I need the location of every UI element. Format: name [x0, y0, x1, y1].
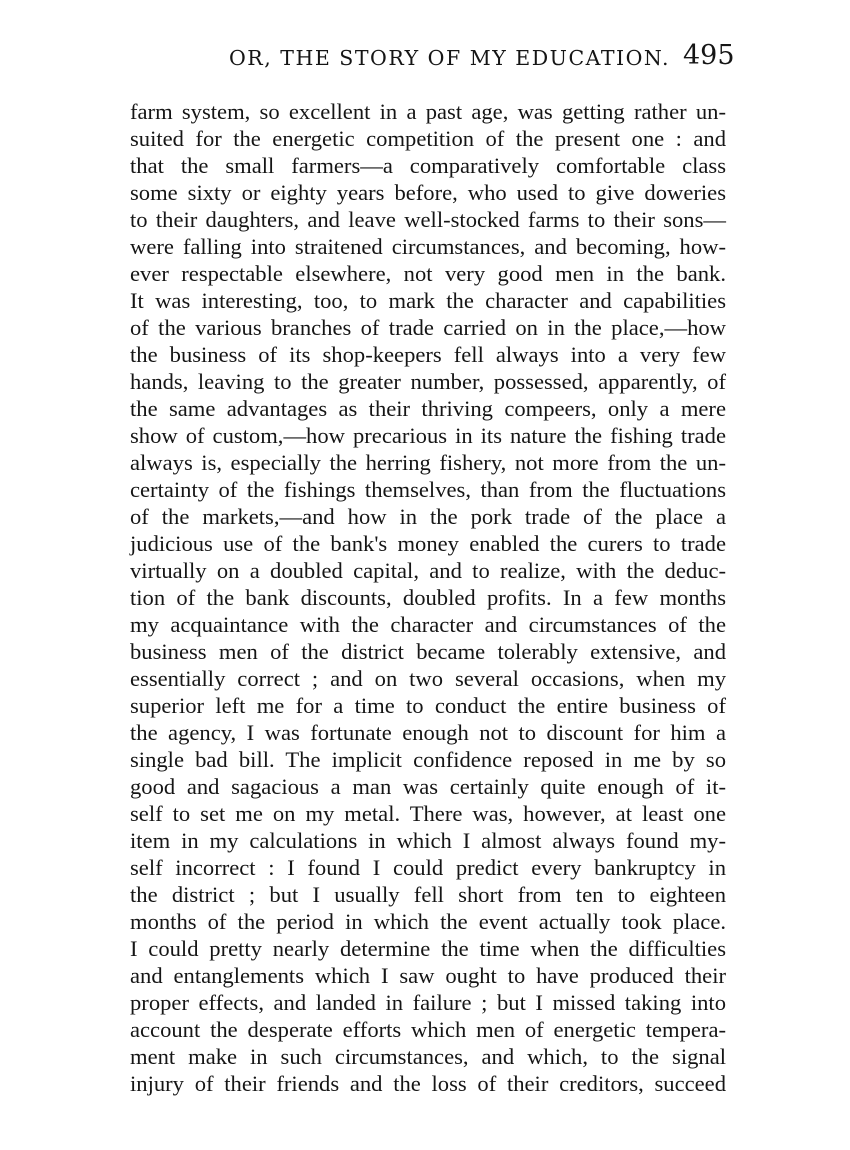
text-line-36: ment make in such circumstances, and which, to the signal	[130, 1044, 726, 1069]
text-line-26: good and sagacious a man was certainly quite enough of it-	[130, 774, 726, 799]
text-line-9: of the various branches of trade carried on in the place,—how	[130, 315, 726, 340]
page-number: 495	[683, 40, 735, 71]
text-line-3: that the small farmers—a comparatively comfortable class	[130, 153, 726, 178]
text-line-8: It was interesting, too, to mark the character and capabilities	[130, 288, 726, 313]
text-line-34: proper effects, and landed in failure ; but I missed taking into	[130, 990, 726, 1015]
text-line-24: the agency, I was fortunate enough not to discount for him a	[130, 720, 726, 745]
text-line-27: self to set me on my metal. There was, however, at least one	[130, 801, 726, 826]
text-line-17: judicious use of the bank's money enabled the curers to trade	[130, 531, 726, 556]
text-line-13: show of custom,—how precarious in its nature the fishing trade	[130, 423, 726, 448]
text-line-28: item in my calculations in which I almost always found my-	[130, 828, 726, 853]
text-line-6: were falling into straitened circumstances, and becoming, how-	[130, 234, 726, 259]
text-line-18: virtually on a doubled capital, and to realize, with the deduc-	[130, 558, 726, 583]
text-line-37: injury of their friends and the loss of their creditors, succeed	[130, 1071, 726, 1096]
text-line-19: tion of the bank discounts, doubled profits. In a few months	[130, 585, 726, 610]
text-line-14: always is, especially the herring fishery, not more from the un-	[130, 450, 726, 475]
text-line-33: and entanglements which I saw ought to have produced their	[130, 963, 726, 988]
text-line-30: the district ; but I usually fell short from ten to eighteen	[130, 882, 726, 907]
text-line-10: the business of its shop-keepers fell always into a very few	[130, 342, 726, 367]
text-line-23: superior left me for a time to conduct the entire business of	[130, 693, 726, 718]
text-line-1: farm system, so excellent in a past age, was getting rather un-	[130, 99, 726, 124]
text-line-11: hands, leaving to the greater number, possessed, apparently, of	[130, 369, 726, 394]
text-line-29: self incorrect : I found I could predict every bankruptcy in	[130, 855, 726, 880]
text-line-5: to their daughters, and leave well-stocked farms to their sons—	[130, 207, 726, 232]
text-line-15: certainty of the fishings themselves, than from the fluctuations	[130, 477, 726, 502]
text-line-35: account the desperate efforts which men of energetic tempera-	[130, 1017, 726, 1042]
text-line-7: ever respectable elsewhere, not very good men in the bank.	[130, 261, 726, 286]
text-line-20: my acquaintance with the character and circumstances of the	[130, 612, 726, 637]
text-line-32: I could pretty nearly determine the time when the difficulties	[130, 936, 726, 961]
text-line-4: some sixty or eighty years before, who used to give doweries	[130, 180, 726, 205]
text-line-16: of the markets,—and how in the pork trade of the place a	[130, 504, 726, 529]
text-line-21: business men of the district became tolerably extensive, and	[130, 639, 726, 664]
text-line-2: suited for the energetic competition of the present one : and	[130, 126, 726, 151]
running-title: OR, THE STORY OF MY EDUCATION.	[229, 46, 671, 70]
text-line-22: essentially correct ; and on two several occasions, when my	[130, 666, 726, 691]
text-line-25: single bad bill. The implicit confidence reposed in me by so	[130, 747, 726, 772]
text-line-31: months of the period in which the event actually took place.	[130, 909, 726, 934]
text-line-12: the same advantages as their thriving compeers, only a mere	[130, 396, 726, 421]
